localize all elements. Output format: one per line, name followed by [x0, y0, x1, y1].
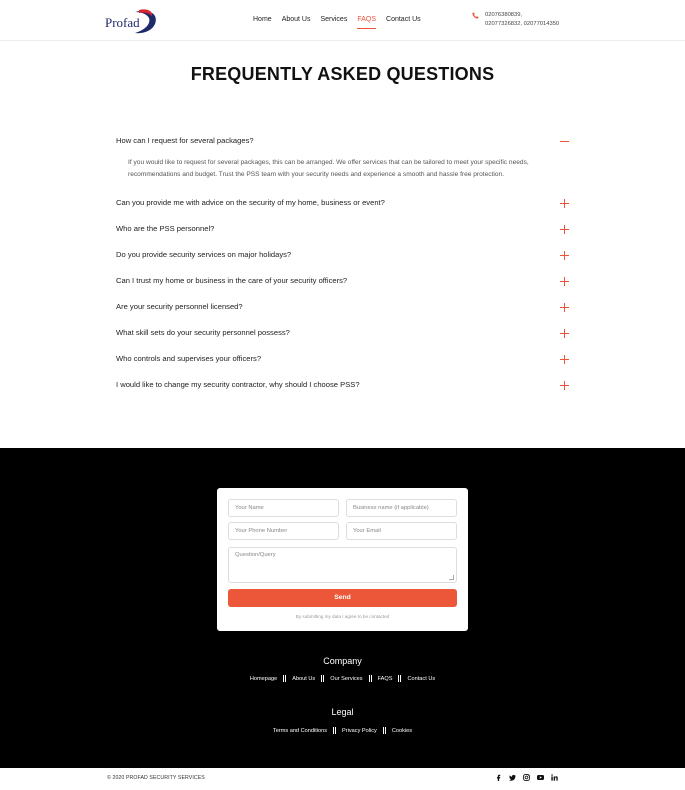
query-textarea[interactable]: Question/Query — [228, 547, 457, 583]
footer-link-terms[interactable]: Terms and Conditions — [272, 727, 328, 734]
faq-question-text[interactable]: What skill sets do your security personnel possess? — [116, 328, 290, 337]
footer-link-privacy-policy[interactable]: Privacy Policy — [342, 727, 377, 734]
company-heading: Company — [323, 656, 362, 666]
faq-answer: If you would like to request for several packages, this can be arranged. We offer services that can be tailored to meet your specific needs, recommendations and budget. Trust the PSS team with your security needs and experience a smooth and hassle free protection. — [128, 159, 529, 178]
link-separator — [398, 675, 401, 682]
nav-services[interactable]: Services — [320, 16, 348, 23]
link-separator — [369, 675, 372, 682]
minus-icon[interactable] — [560, 137, 569, 146]
faq-question-text[interactable]: Who controls and supervises your officers? — [116, 354, 262, 363]
email-input[interactable]: Your Email — [346, 522, 457, 540]
footer-link-contact-us[interactable]: Contact Us — [407, 675, 436, 682]
legal-links — [0, 727, 685, 734]
copyright-text: © 2020 PROFAD SECURITY SERVICES — [107, 775, 205, 781]
nav-home[interactable]: Home — [253, 16, 272, 23]
contact-form — [217, 488, 468, 631]
faq-question-text[interactable]: I would like to change my security contractor, why should I choose PSS? — [116, 380, 360, 389]
faq-item[interactable] — [116, 196, 569, 210]
header-phone — [472, 11, 575, 29]
faq-question[interactable] — [116, 352, 569, 366]
site-footer — [0, 448, 685, 768]
profad-logo[interactable] — [105, 6, 161, 36]
link-separator — [383, 727, 386, 734]
faq-question[interactable] — [116, 222, 569, 236]
linkedin-icon[interactable] — [551, 774, 558, 781]
phone-numbers-line2[interactable]: 02077326832, 02077014350 — [485, 21, 560, 27]
company-links — [0, 675, 685, 682]
faq-question-text[interactable]: Are your security personnel licensed? — [116, 302, 243, 311]
nav-about-us[interactable]: About Us — [281, 16, 311, 23]
plus-icon[interactable] — [560, 225, 569, 234]
faq-question[interactable] — [116, 326, 569, 340]
name-input[interactable]: Your Name — [228, 499, 339, 517]
faq-question-text[interactable]: Can I trust my home or business in the care of your security officers? — [116, 276, 348, 285]
faq-item[interactable] — [116, 222, 569, 236]
faq-question[interactable] — [116, 196, 569, 210]
instagram-icon[interactable] — [523, 774, 530, 781]
plus-icon[interactable] — [560, 381, 569, 390]
logo-text: Profad — [105, 15, 140, 30]
link-separator — [321, 675, 324, 682]
phone-input[interactable]: Your Phone Number — [228, 522, 339, 540]
phone-numbers-line1[interactable]: 02076380839, — [485, 12, 523, 18]
footer-link-cookies[interactable]: Cookies — [391, 727, 413, 734]
legal-heading: Legal — [331, 707, 354, 717]
consent-text: By submitting my data I agree to be contacted — [295, 614, 390, 619]
faq-item-open — [116, 134, 569, 180]
plus-icon[interactable] — [560, 251, 569, 260]
plus-icon[interactable] — [560, 329, 569, 338]
faq-question[interactable] — [116, 300, 569, 314]
faq-item[interactable] — [116, 274, 569, 288]
faq-item[interactable] — [116, 300, 569, 314]
youtube-icon[interactable] — [537, 774, 544, 781]
link-separator — [333, 727, 336, 734]
faq-question[interactable] — [116, 134, 569, 148]
plus-icon[interactable] — [560, 277, 569, 286]
faq-question[interactable] — [116, 378, 569, 392]
faq-item[interactable] — [116, 326, 569, 340]
faq-question-text[interactable]: Who are the PSS personnel? — [116, 224, 215, 233]
plus-icon[interactable] — [560, 199, 569, 208]
phone-icon — [472, 12, 479, 19]
footer-link-about-us[interactable]: About Us — [292, 675, 316, 682]
footer-link-homepage[interactable]: Homepage — [249, 675, 278, 682]
business-name-input[interactable]: Business name (if applicable) — [346, 499, 457, 517]
faq-question-text[interactable]: Do you provide security services on major holidays? — [116, 250, 292, 259]
plus-icon[interactable] — [560, 355, 569, 364]
faq-question-text[interactable]: How can I request for several packages? — [116, 136, 254, 145]
faq-item[interactable] — [116, 352, 569, 366]
plus-icon[interactable] — [560, 303, 569, 312]
faq-question[interactable] — [116, 274, 569, 288]
faq-question-text[interactable]: Can you provide me with advice on the security of my home, business or event? — [116, 198, 385, 207]
bottom-bar — [0, 768, 685, 790]
nav-faqs[interactable]: FAQS — [352, 10, 381, 30]
twitter-icon[interactable] — [509, 774, 516, 781]
facebook-icon[interactable] — [495, 774, 502, 781]
site-header — [0, 0, 685, 41]
main-nav — [248, 10, 426, 30]
send-button[interactable]: Send — [228, 589, 457, 607]
faq-item[interactable] — [116, 378, 569, 392]
faq-item[interactable] — [116, 248, 569, 262]
footer-link-faqs[interactable]: FAQS — [377, 675, 393, 682]
nav-contact-us[interactable]: Contact Us — [386, 16, 421, 23]
link-separator — [283, 675, 286, 682]
social-links — [495, 774, 558, 781]
faq-question[interactable] — [116, 248, 569, 262]
footer-link-our-services[interactable]: Our Services — [330, 675, 363, 682]
faq-list — [116, 134, 569, 392]
page-title: FREQUENTLY ASKED QUESTIONS — [190, 64, 495, 84]
